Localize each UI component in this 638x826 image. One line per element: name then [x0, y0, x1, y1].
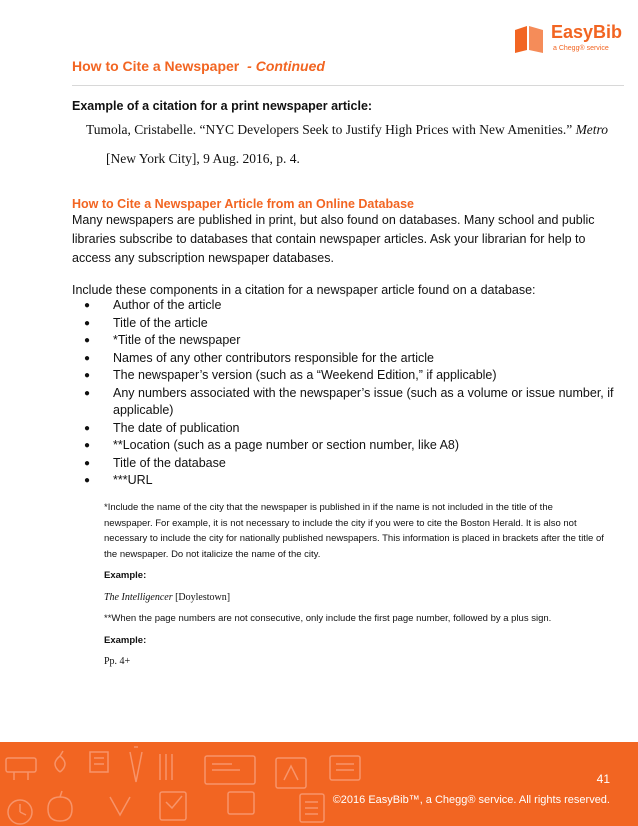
list-item: ● Names of any other contributors responsible for the article — [84, 350, 624, 368]
list-item: ● Title of the article — [84, 315, 624, 333]
copyright: ©2016 EasyBib™, a Chegg® service. All rights reserved. — [332, 794, 610, 806]
note-city: *Include the name of the city that the newspaper is published in if the name is not included in the title of the newspaper. For example, it is not necessary to include the city if you were to cite the Boston Herald. It is also not necessary to include the city for nationally published newspapers. This information is placed in brackets after the title of the newspaper. Do not italicize the name of the city. — [104, 502, 604, 560]
list-item: ● Author of the article — [84, 297, 624, 315]
section-intro: Include these components in a citation for a newspaper article found on a database: — [72, 283, 536, 297]
bullet-icon: ● — [84, 300, 91, 311]
component-list — [84, 297, 624, 490]
bullet-icon: ● — [84, 387, 91, 399]
citation-metro: Metro — [575, 122, 609, 137]
page-title-main: How to Cite a Newspaper — [72, 58, 240, 74]
divider — [72, 85, 624, 86]
list-item: ● Any numbers associated with the newspaper’s issue (such as a volume or issue number, if applicable) — [84, 385, 614, 417]
list-item: ● ***URL — [84, 472, 624, 490]
book-icon — [513, 24, 545, 54]
bullet-icon: ● — [84, 440, 91, 451]
list-item: ● The newspaper’s version (such as a “Weekend Edition,” if applicable) — [84, 367, 624, 385]
example-heading: Example of a citation for a print newspaper article: — [72, 99, 373, 113]
note-pages: **When the page numbers are not consecutive, only include the first page number, followed by a plus sign. — [104, 613, 552, 624]
bullet-icon: ● — [84, 422, 91, 434]
list-item: ● Title of the database — [84, 455, 624, 473]
brand-name: EasyBib — [551, 22, 623, 42]
page-title — [72, 58, 325, 74]
bullet-icon: ● — [84, 475, 91, 486]
page-title-suffix: - Continued — [247, 58, 325, 74]
citation-line-2: [New York City], 9 Aug. 2016, p. 4. — [106, 151, 300, 166]
example-label-2: Example: — [104, 634, 147, 646]
bullet-icon: ● — [84, 317, 91, 329]
list-item: ● **Location (such as a page number or section number, like A8) — [84, 437, 624, 455]
list-item: ● *Title of the newspaper — [84, 332, 624, 350]
easybib-logo — [513, 20, 623, 56]
brand-sub: a Chegg® service — [553, 45, 609, 52]
school-pattern-icon — [0, 742, 380, 826]
example-pages: Pp. 4+ — [104, 656, 131, 667]
bullet-icon: ● — [84, 352, 91, 364]
list-item: ● The date of publication — [84, 420, 624, 438]
section-heading: How to Cite a Newspaper Article from an Online Database — [72, 197, 414, 211]
citation-line-1 — [86, 122, 608, 138]
bullet-icon: ● — [84, 457, 91, 469]
bullet-icon: ● — [84, 370, 91, 381]
example-label: Example: — [104, 570, 147, 581]
section-body: Many newspapers are published in print, but also found on databases. Many school and public libraries subscribe to databases that contain newspaper articles. Ask your librarian for help to access any subscription newspaper databases. — [72, 213, 595, 265]
page-number: 41 — [596, 772, 610, 786]
footer-band — [0, 742, 638, 826]
footnotes — [104, 500, 604, 670]
citation-text: Tumola, Cristabelle. “NYC Developers Seek to Justify High Prices with New Amenities.” — [86, 122, 576, 137]
example-intelligencer: The Intelligencer [Doylestown] — [104, 591, 231, 603]
bullet-icon: ● — [84, 335, 91, 346]
